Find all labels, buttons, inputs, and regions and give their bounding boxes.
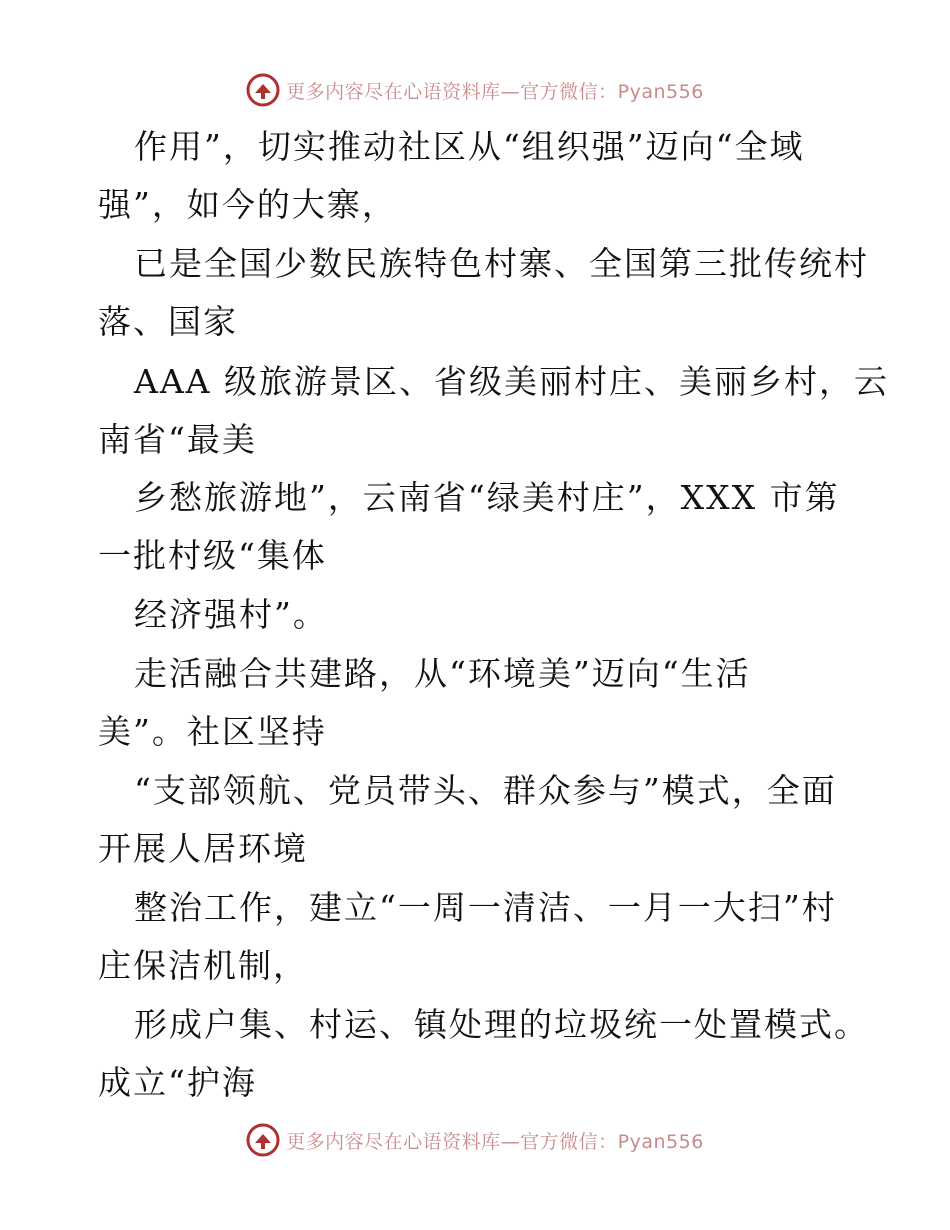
text-line: AAA 级旅游景区、省级美丽村庄、美丽乡村，云 — [134, 362, 889, 401]
text-line: 美”。社区坚持 — [98, 712, 327, 751]
text-line: 一批村级“集体 — [98, 536, 327, 575]
text-line: 开展人居环境 — [98, 829, 308, 868]
text-line: 庄保洁机制， — [98, 946, 308, 985]
text-line: 整治工作，建立“一周一清洁、一月一大扫”村 — [134, 888, 837, 927]
text-line: 落、国家 — [98, 302, 238, 341]
text-line: “支部领航、党员带头、群众参与”模式，全面 — [134, 771, 837, 810]
text-line: 形成户集、村运、镇处理的垃圾统一处置模式。 — [134, 1005, 869, 1044]
text-line: 成立“护海 — [98, 1063, 257, 1102]
text-line: 乡愁旅游地”，云南省“绿美村庄”，XXX 市第 — [134, 478, 840, 517]
text-line: 走活融合共建路，从“环境美”迈向“生活 — [134, 654, 751, 693]
text-line: 强”，如今的大寨， — [98, 185, 397, 224]
book-logo-icon — [246, 1123, 280, 1157]
text-line: 作用”，切实推动社区从“组织强”迈向“全域 — [134, 127, 805, 166]
footer-watermark — [0, 1120, 950, 1160]
text-line: 经济强村”。 — [134, 595, 328, 634]
text-line: 已是全国少数民族特色村寨、全国第三批传统村 — [134, 244, 869, 283]
text-line: 南省“最美 — [98, 420, 257, 459]
watermark-text: 更多内容尽在心语资料库—官方微信：Pyan556 — [286, 80, 704, 103]
watermark-text: 更多内容尽在心语资料库—官方微信：Pyan556 — [286, 1130, 704, 1153]
